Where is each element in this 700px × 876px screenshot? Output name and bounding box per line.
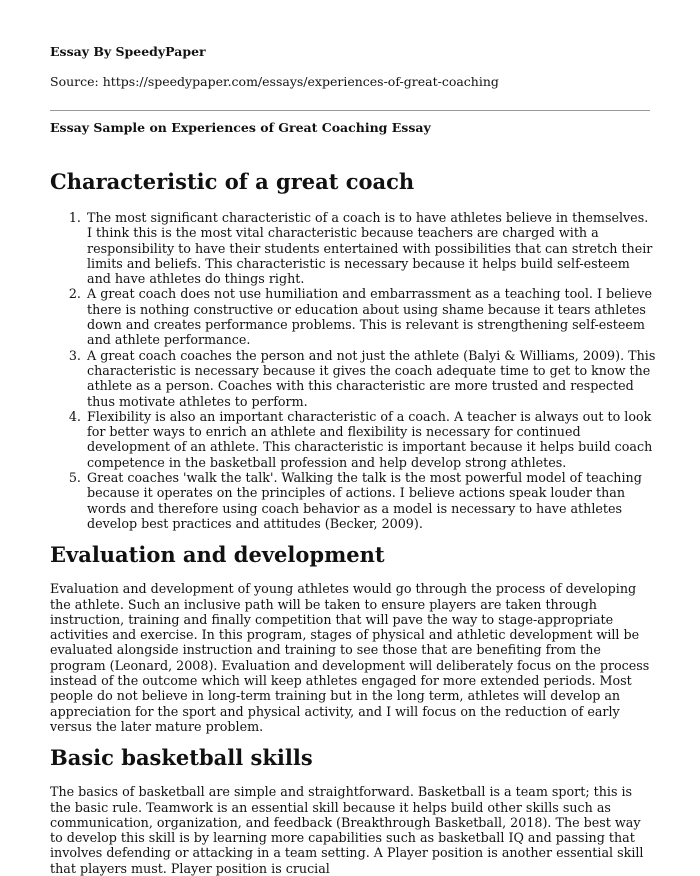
list-item: 1. The most significant characteristic of a coach is to have athletes believe in themselves. I think this is the most vital characteristic because teachers are charged with a responsibility to have their students entertained with possibilities that can stretch their limits and beliefs. This characteristic is necessary because it helps build self-esteem and have athletes do things right. [85, 210, 656, 286]
heading-evaluation: Evaluation and development [50, 542, 385, 568]
essay-sample-title: Essay Sample on Experiences of Great Coaching Essay [50, 120, 431, 135]
characteristic-list [50, 210, 656, 531]
essay-author-line: Essay By SpeedyPaper [50, 44, 206, 59]
header-divider [50, 110, 650, 111]
evaluation-paragraph: Evaluation and development of young athletes would go through the process of developing the athlete. Such an inclusive path will be taken to ensure players are taken through instruction, training and finally competition that will pave the way to stage-appropriate activities and exercise. In this program, stages of physical and athletic development will be evaluated alongside instruction and training to see those that are benefiting from the program (Leonard, 2008). Evaluation and development will deliberately focus on the process instead of the outcome which will keep athletes engaged for more extended periods. Most people do not believe in long-term training but in the long term, athletes will develop an appreciation for the sport and physical activity, and I will focus on the reduction of early versus the later mature problem. [50, 581, 650, 734]
list-item: 2. A great coach does not use humiliation and embarrassment as a teaching tool. I believe there is nothing constructive or education about using shame because it tears athletes down and creates performance problems. This is relevant is strengthening self-esteem and athlete performance. [85, 286, 656, 347]
basketball-paragraph: The basics of basketball are simple and straightforward. Basketball is a team sport; this is the basic rule. Teamwork is an essential skill because it helps build other skills such as communication, organization, and feedback (Breakthrough Basketball, 2018). The best way to develop this skill is by learning more capabilities such as basketball IQ and passing that involves defending or attacking in a team setting. A Player position is another essential skill that players must. Player position is crucial [50, 784, 644, 876]
list-item: 5. Great coaches 'walk the talk'. Walking the talk is the most powerful model of teaching because it operates on the principles of actions. I believe actions speak louder than words and therefore using coach behavior as a model is necessary to have athletes develop best practices and attitudes (Becker, 2009). [85, 470, 656, 531]
heading-characteristic: Characteristic of a great coach [50, 169, 415, 194]
essay-body [50, 168, 656, 876]
list-item: 3. A great coach coaches the person and not just the athlete (Balyi & Williams, 2009). This characteristic is necessary because it gives the coach adequate time to get to know the athlete as a person. Coaches with this characteristic are more trusted and respected thus motivate athletes to perform. [85, 348, 656, 409]
list-item: 4. Flexibility is also an important characteristic of a coach. A teacher is always out to look for better ways to enrich an athlete and flexibility is necessary for continued development of an athlete. This characteristic is important because it helps build coach competence in the basketball profession and help develop strong athletes. [85, 409, 656, 470]
source-line: Source: https://speedypaper.com/essays/experiences-of-great-coaching [50, 74, 499, 89]
heading-basketball-skills: Basic basketball skills [50, 745, 313, 771]
